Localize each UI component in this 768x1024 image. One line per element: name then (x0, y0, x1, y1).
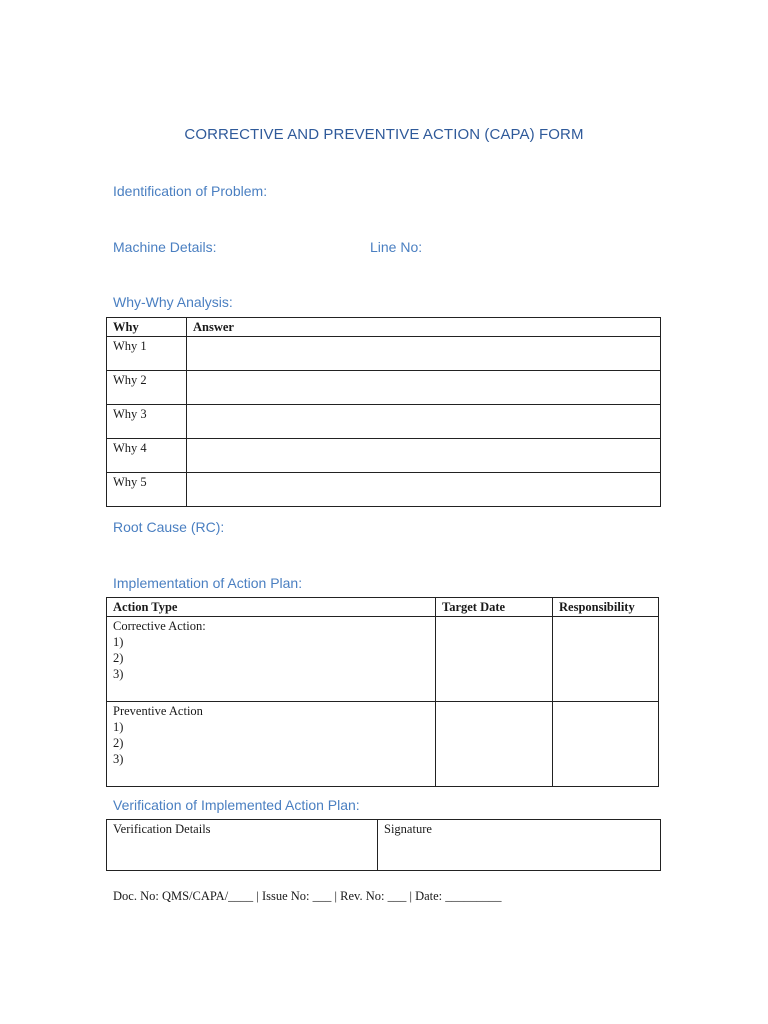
why-answer-cell[interactable] (187, 371, 661, 405)
signature-cell[interactable]: Signature (378, 820, 661, 871)
action-table-header-row (107, 598, 659, 617)
action-plan-table (106, 597, 659, 787)
responsibility-cell[interactable] (553, 702, 659, 787)
form-title: CORRECTIVE AND PREVENTIVE ACTION (CAPA) FORM (184, 126, 584, 143)
table-row (107, 337, 661, 371)
preventive-action-cell[interactable] (107, 702, 436, 787)
why-label: Why 4 (107, 439, 187, 473)
document-footer: Doc. No: QMS/CAPA/____ | Issue No: ___ | Rev. No: ___ | Date: _________ (113, 889, 502, 903)
corrective-action-label: Corrective Action: (113, 619, 206, 633)
table-row (107, 473, 661, 507)
why-answer-cell[interactable] (187, 439, 661, 473)
action-item-1: 1) (113, 720, 124, 734)
why-answer-cell[interactable] (187, 473, 661, 507)
why-why-table (106, 317, 661, 507)
root-cause-heading: Root Cause (RC): (113, 519, 225, 535)
responsibility-column-header: Responsibility (553, 598, 659, 617)
target-date-cell[interactable] (436, 702, 553, 787)
why-answer-cell[interactable] (187, 405, 661, 439)
why-column-header: Why (107, 318, 187, 337)
action-item-2: 2) (113, 736, 124, 750)
machine-details-heading: Machine Details: (113, 239, 217, 255)
why-label: Why 5 (107, 473, 187, 507)
action-item-2: 2) (113, 651, 124, 665)
verification-heading: Verification of Implemented Action Plan: (113, 797, 360, 813)
why-label: Why 1 (107, 337, 187, 371)
verification-details-cell[interactable]: Verification Details (107, 820, 378, 871)
table-row (107, 702, 659, 787)
action-item-3: 3) (113, 752, 124, 766)
action-item-3: 3) (113, 667, 124, 681)
action-item-1: 1) (113, 635, 124, 649)
why-label: Why 2 (107, 371, 187, 405)
identification-heading: Identification of Problem: (113, 183, 268, 199)
corrective-action-cell[interactable] (107, 617, 436, 702)
line-no-heading: Line No: (370, 239, 423, 255)
preventive-action-label: Preventive Action (113, 704, 203, 718)
why-table-header-row (107, 318, 661, 337)
verification-table (106, 819, 661, 871)
table-row (107, 371, 661, 405)
target-date-column-header: Target Date (436, 598, 553, 617)
why-why-heading: Why-Why Analysis: (113, 294, 233, 310)
target-date-cell[interactable] (436, 617, 553, 702)
why-label: Why 3 (107, 405, 187, 439)
table-row (107, 439, 661, 473)
table-row (107, 617, 659, 702)
responsibility-cell[interactable] (553, 617, 659, 702)
implementation-heading: Implementation of Action Plan: (113, 575, 303, 591)
table-row (107, 405, 661, 439)
why-answer-cell[interactable] (187, 337, 661, 371)
action-type-column-header: Action Type (107, 598, 436, 617)
table-row (107, 820, 661, 871)
answer-column-header: Answer (187, 318, 661, 337)
